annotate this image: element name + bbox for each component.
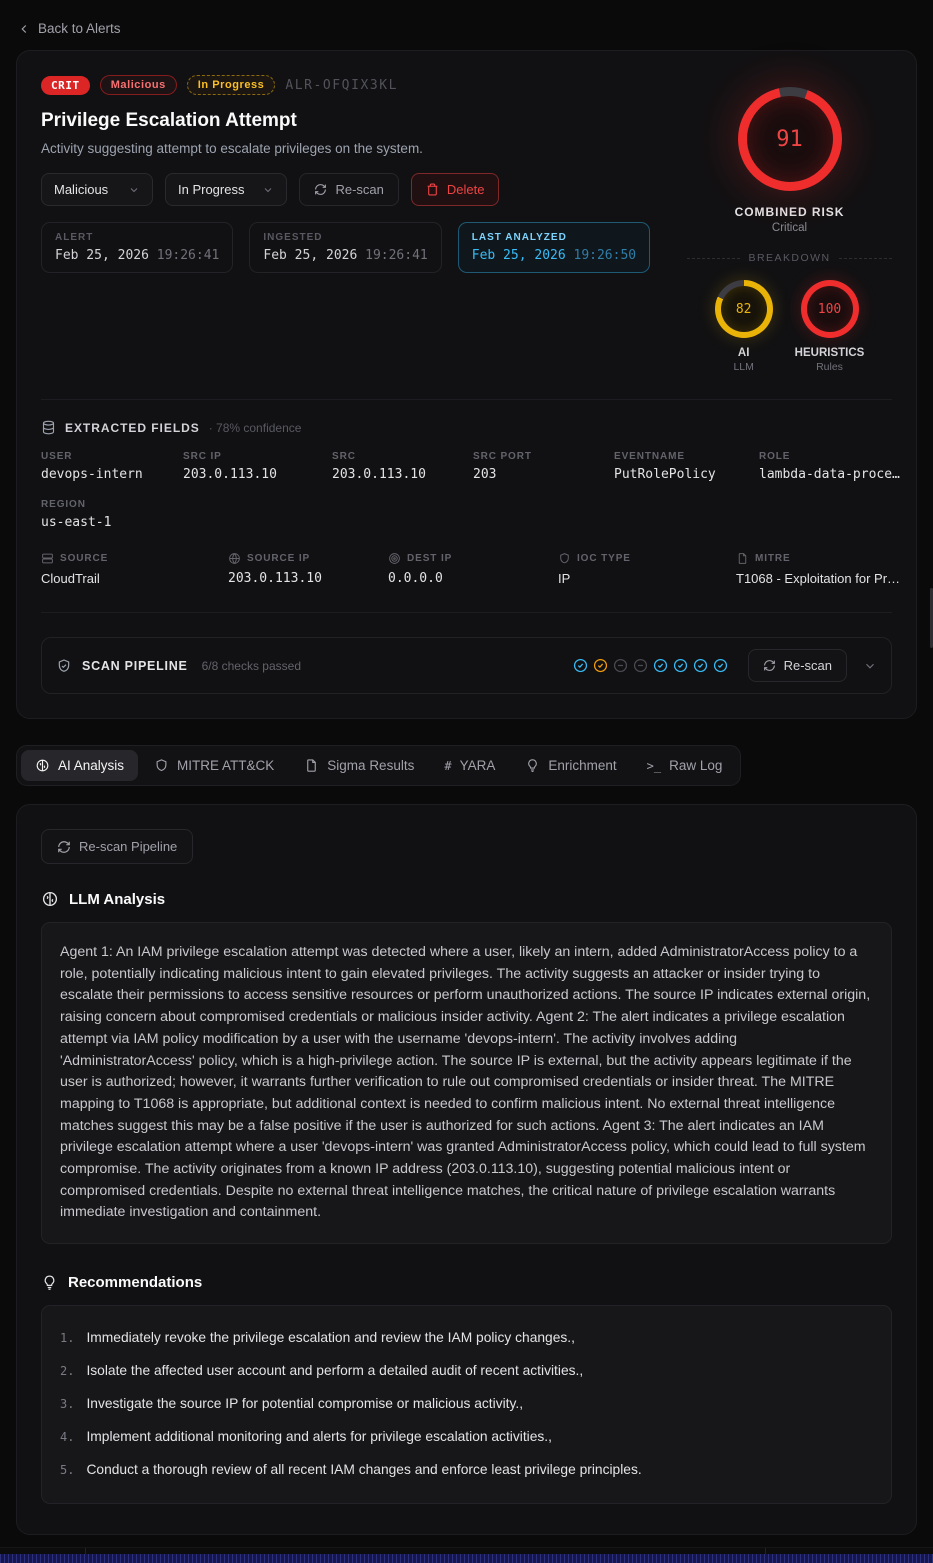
field-user: USER devops-intern [41,451,143,482]
verdict-select[interactable] [41,173,153,206]
llm-analysis-text: Agent 1: An IAM privilege escalation attempt was detected where a user, likely an intern, added AdministratorAccess policy to a role, potentially indicating malicious intent to gain elevated privileges. The activity suggests an attacker or insider trying to escalate their permissions to access sensitive resources or perform unauthorized actions. The source IP indicates external origin, raising concern about compromised credentials or malicious insider activity. Agent 2: The alert indicates a privilege escalation attempt via IAM policy modification by a user with the username 'devops-intern'. The activity involves adding 'AdministratorAccess' policy, which is a high-privilege action. The source IP is external, but the activity appears legitimate if the user is authorized; however, it warrants further verification to rule out compromised credentials or insider threat. The MITRE mapping to T1068 is appropriate, but additional context is needed to confirm malicious intent. No external threat intelligence matches suggest this may be a false positive if the user is authorized for such actions. Agent 3: The alert indicates an IAM privilege escalation attempt where a user 'devops-intern' was granted AdministratorAccess policy, which could lead to full system compromise. The activity originates from a known IP address (203.0.113.10), suggesting potential malicious intent or compromised credentials. Despite no external threat intelligence matches, the critical nature of privilege escalation warrants immediate investigation and containment. [41,922,892,1244]
combined-risk-label: COMBINED RISK [734,205,845,219]
heuristics-gauge-label: HEURISTICS [794,347,865,359]
alert-timestamp-label: ALERT [55,232,94,243]
field-eventname: EVENTNAME PutRolePolicy [614,451,716,482]
tab-raw-log-label: Raw Log [669,758,723,773]
section-divider [41,612,892,613]
heuristics-risk-score: 100 [817,301,842,317]
field-role: ROLE lambda-data-proce… [759,451,900,482]
tab-raw-log[interactable] [633,750,737,781]
globe-icon [228,552,241,565]
alert-detail-card [16,50,917,719]
heuristics-gauge-sublabel: Rules [816,361,843,373]
terminal-icon: >_ [646,758,662,773]
breakdown-label: BREAKDOWN [748,252,831,264]
hash-icon: # [444,758,452,773]
recommendation-item: 4. Implement additional monitoring and alerts for privilege escalation activities., [60,1429,552,1445]
bottom-panel-edge [0,1547,933,1554]
server-icon [41,552,54,565]
pipeline-expand-chevron[interactable] [863,659,877,673]
heuristics-risk-gauge [795,280,865,373]
tab-enrichment-label: Enrichment [548,758,617,773]
check-circle-icon [673,658,688,673]
combined-risk-severity: Critical [771,222,808,234]
background-window-sliver [0,1554,933,1563]
minus-circle-icon [633,658,648,673]
trash-icon [426,183,439,196]
tab-yara-label: YARA [459,758,496,773]
tab-ai-analysis-label: AI Analysis [58,758,125,773]
tab-enrichment[interactable] [511,750,630,781]
delete-button-label: Delete [446,182,485,197]
scan-pipeline-bar [41,637,892,694]
tab-mitre-attack[interactable] [140,750,288,781]
ingested-timestamp-label: INGESTED [263,232,323,243]
check-circle-icon [713,658,728,673]
alert-timestamp-box [41,222,233,273]
breakdown-divider [687,252,892,264]
bottom-window-edge [0,1547,933,1563]
field-source: SOURCE CloudTrail [41,553,109,586]
shield-icon [154,758,169,773]
severity-badge: CRIT [41,76,90,95]
recommendation-item: 5. Conduct a thorough review of all recent IAM changes and enforce least privilege principles. [60,1462,642,1478]
refresh-icon [57,840,71,854]
chevron-left-icon [17,22,31,36]
field-ioc-type: IOC TYPE IP [558,553,631,586]
badge-row [41,75,687,95]
tab-sigma-results[interactable] [290,750,428,781]
chevron-down-icon [262,184,274,196]
refresh-icon [763,659,776,672]
status-select[interactable] [165,173,287,206]
recommendation-item: 2. Isolate the affected user account and perform a detailed audit of recent activities., [60,1363,584,1379]
status-badge: In Progress [187,75,276,95]
back-link-label: Back to Alerts [38,21,121,36]
field-region: REGION us-east-1 [41,499,112,530]
verdict-select-value: Malicious [54,182,109,197]
ai-risk-gauge [715,280,773,373]
pipeline-check-icons [573,658,728,673]
database-icon [41,420,56,435]
status-select-value: In Progress [178,182,245,197]
field-mitre: MITRE T1068 - Exploitation for Pr… [736,553,901,586]
field-source-ip: SOURCE IP 203.0.113.10 [228,553,322,586]
back-to-alerts-link[interactable] [0,0,121,36]
combined-risk-score: 91 [776,126,803,152]
risk-panel [687,75,892,373]
llm-analysis-title: LLM Analysis [69,890,166,908]
extraction-confidence: · 78% confidence [208,420,302,435]
alert-description: Activity suggesting attempt to escalate privileges on the system. [41,141,423,156]
file-icon [736,552,749,565]
pipeline-rescan-label: Re-scan [783,658,832,673]
last-analyzed-timestamp-box [458,222,650,273]
field-src-ip: SRC IP 203.0.113.10 [183,451,277,482]
brain-icon [41,890,59,908]
tab-ai-analysis[interactable] [21,750,138,781]
check-circle-icon [693,658,708,673]
ingested-timestamp-box [249,222,441,273]
recommendation-item: 1. Immediately revoke the privilege escalation and review the IAM policy changes., [60,1330,575,1346]
rescan-pipeline-button[interactable] [41,829,193,864]
lightbulb-icon [41,1274,58,1291]
field-src-port: SRC PORT 203 [473,451,532,482]
recommendations-title: Recommendations [68,1274,203,1292]
check-circle-icon [653,658,668,673]
last-analyzed-timestamp-label: LAST ANALYZED [471,232,567,243]
minus-circle-icon [613,658,628,673]
refresh-icon [314,183,327,196]
verdict-badge: Malicious [100,75,177,95]
recommendation-item: 3. Investigate the source IP for potential compromise or malicious activity., [60,1396,524,1412]
shield-check-icon [56,658,72,674]
check-circle-icon [573,658,588,673]
ai-risk-score: 82 [735,301,752,317]
file-icon [304,758,319,773]
alert-timestamp-value: Feb 25, 2026 19:26:41 [55,248,220,263]
ingested-timestamp-value: Feb 25, 2026 19:26:41 [263,248,428,263]
alert-id: ALR-OFQIX3KL [285,77,398,93]
combined-risk-gauge [738,87,842,191]
scan-pipeline-title: SCAN PIPELINE [82,658,188,673]
scan-pipeline-summary: 6/8 checks passed [201,658,302,673]
page-title: Privilege Escalation Attempt [41,110,297,131]
target-icon [388,552,401,565]
brain-icon [35,758,50,773]
pipeline-rescan-button[interactable] [748,649,847,682]
field-dest-ip: DEST IP 0.0.0.0 [388,553,453,586]
extracted-fields-title: EXTRACTED FIELDS [65,420,200,435]
field-src: SRC 203.0.113.10 [332,451,426,482]
tab-mitre-attack-label: MITRE ATT&CK [177,758,275,773]
ai-analysis-panel [16,804,917,1535]
rescan-pipeline-label: Re-scan Pipeline [79,839,178,854]
chevron-down-icon [128,184,140,196]
tab-yara[interactable] [430,750,509,781]
ai-gauge-sublabel: LLM [733,361,754,373]
rescan-button[interactable] [299,173,398,206]
tab-sigma-results-label: Sigma Results [327,758,415,773]
delete-button[interactable] [411,173,500,206]
check-circle-warn-icon [593,658,608,673]
last-analyzed-timestamp-value: Feb 25, 2026 19:26:50 [471,248,637,263]
rescan-button-label: Re-scan [335,182,384,197]
shield-icon [558,552,571,565]
lightbulb-icon [525,758,540,773]
ai-gauge-label: AI [737,347,750,359]
detail-tabbar [16,745,741,786]
extracted-fields-section [41,399,901,586]
